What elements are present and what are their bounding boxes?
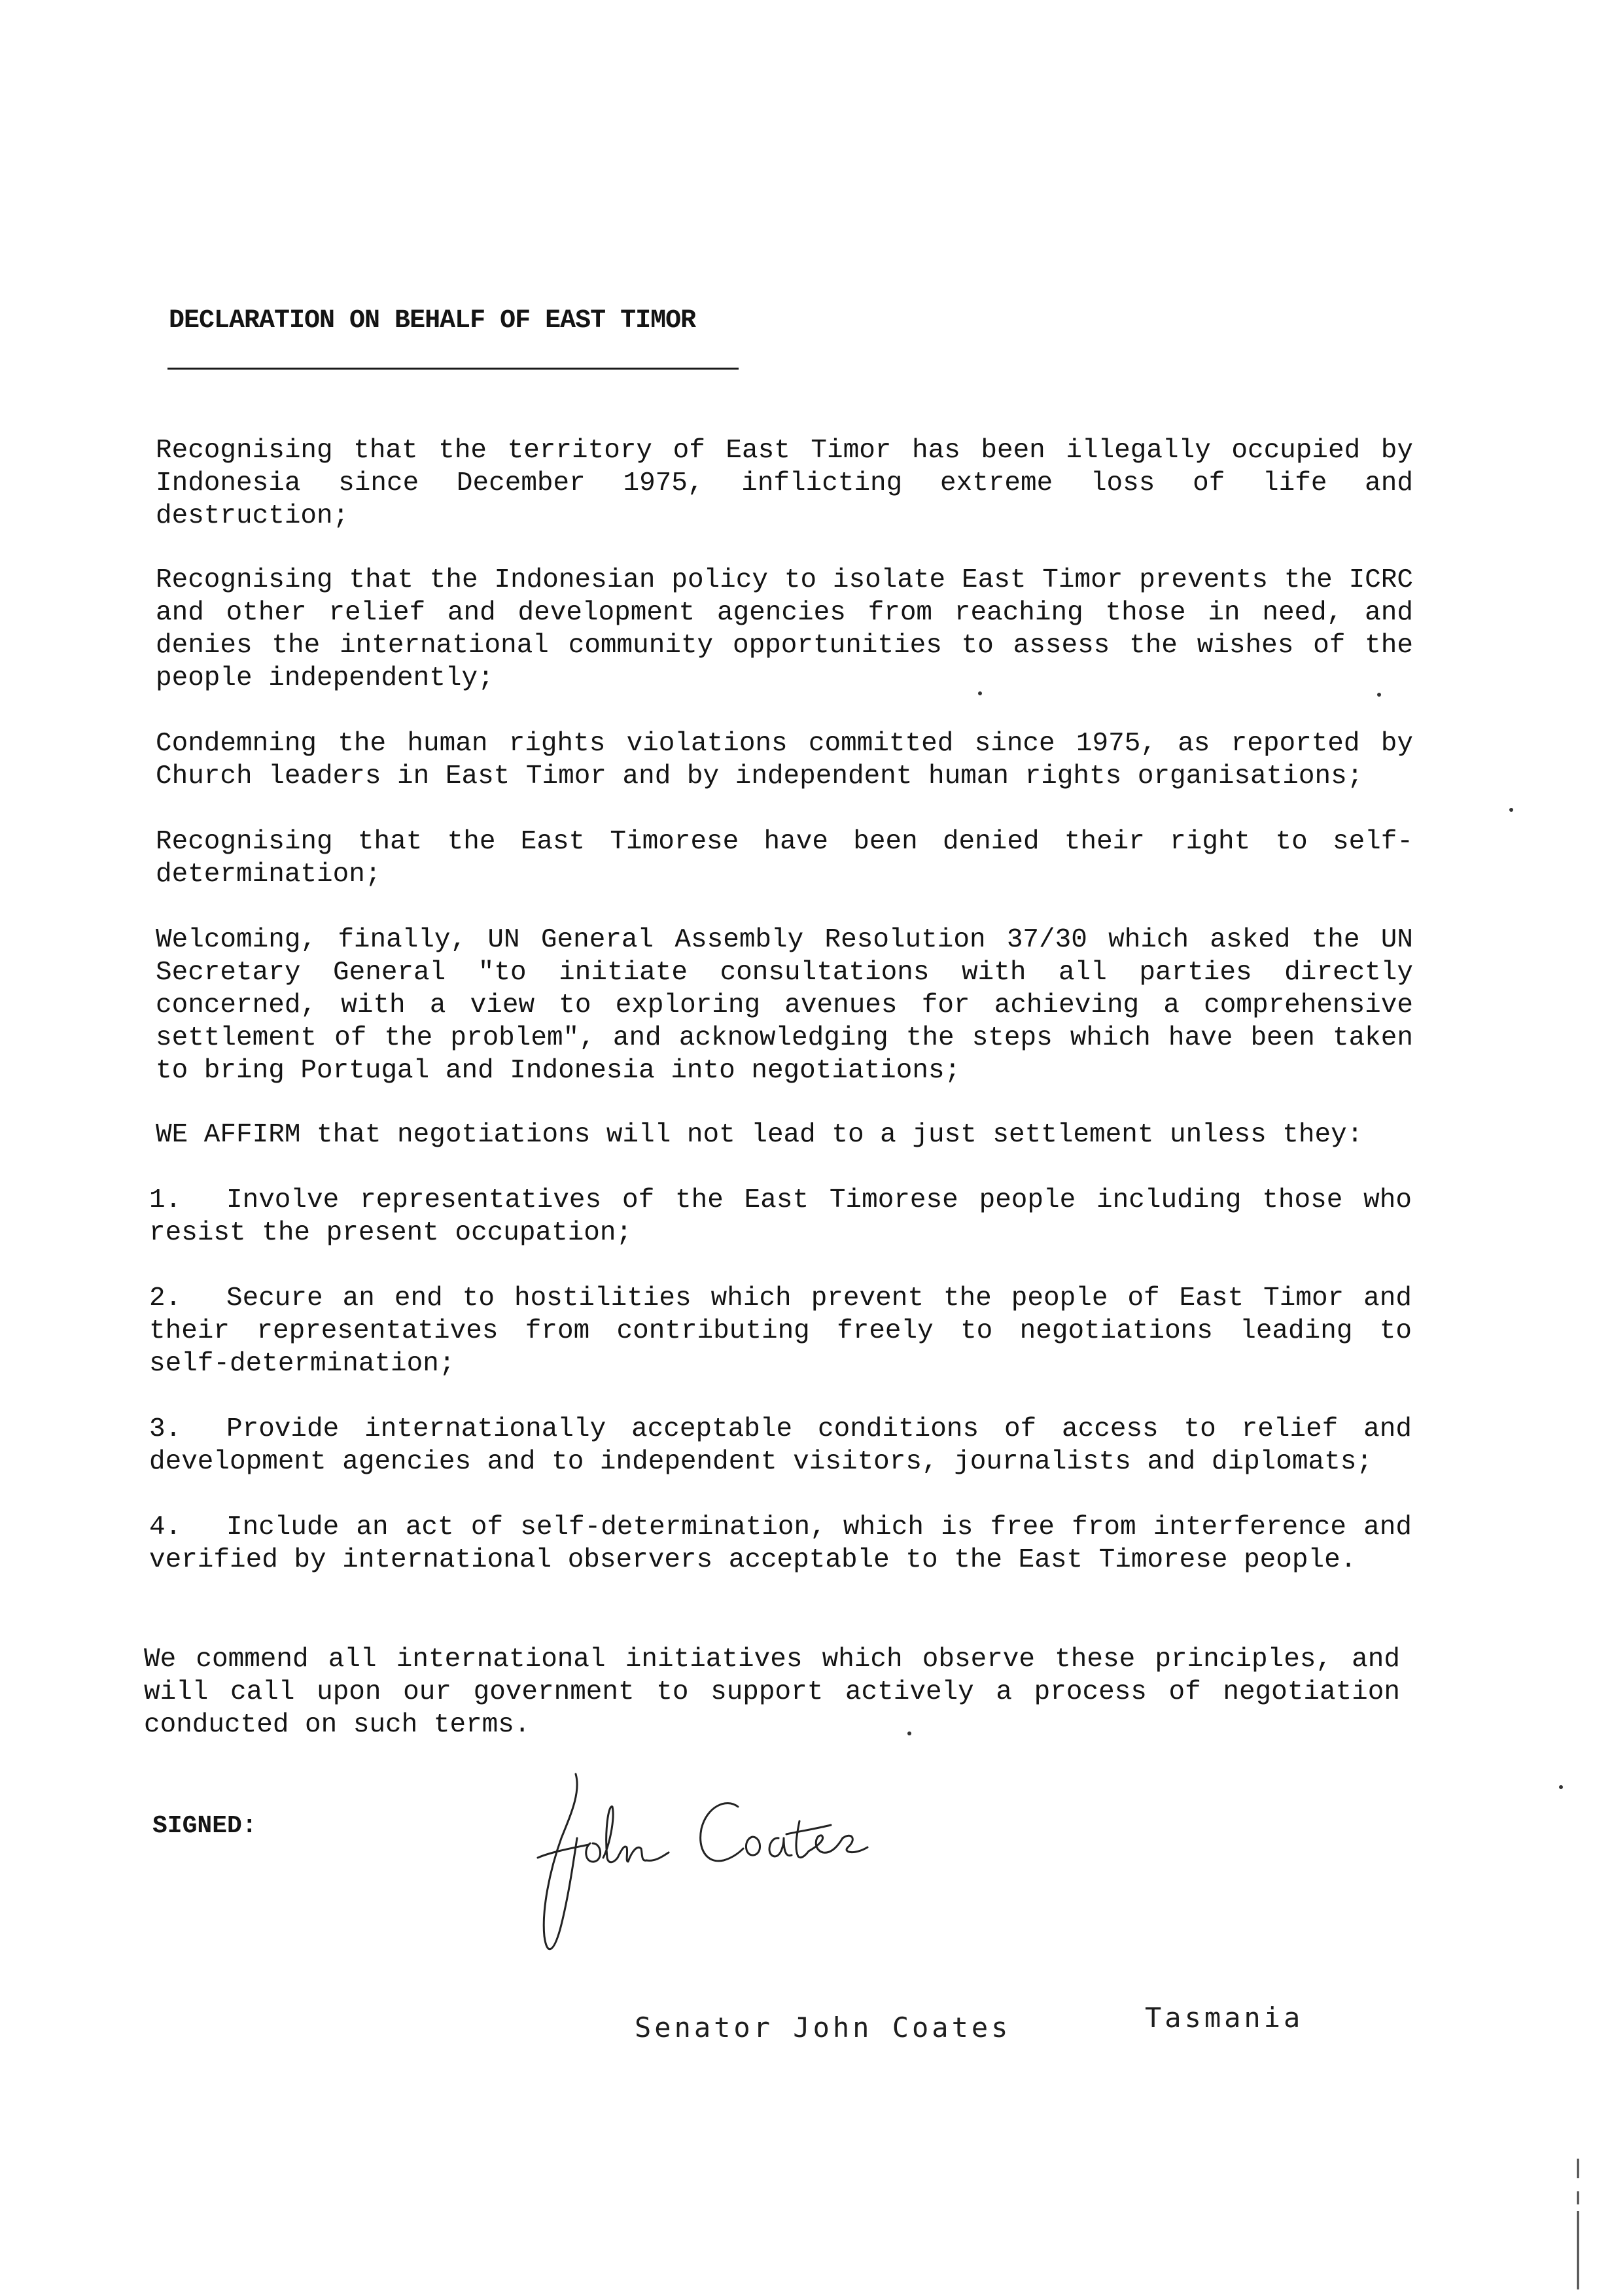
signatory-state: Tasmania	[1145, 2002, 1304, 2034]
paragraph-recognising-occupation: Recognising that the territory of East Timor has been illegally occupied by Indonesia since December 1975, inflicting extreme loss of life and destruction;	[156, 436, 1413, 531]
list-item-4	[149, 1511, 1412, 1576]
paragraph-recognising-self-determination: Recognising that the East Timorese have been denied their right to self-determination;	[156, 827, 1413, 890]
signed-label: SIGNED:	[152, 1812, 257, 1840]
list-item-number: 3.	[149, 1414, 182, 1444]
document-title: DECLARATION ON BEHALF OF EAST TIMOR	[169, 306, 696, 336]
list-item-1	[149, 1184, 1412, 1249]
list-item-text: Involve representatives of the East Timorese people including those who resist the present occupation;	[149, 1185, 1412, 1248]
list-item-text: Provide internationally acceptable conditions of access to relief and development agencies and to independent visitors, journalists and diplomats;	[149, 1414, 1412, 1477]
list-item-3	[149, 1413, 1412, 1478]
handwritten-signature	[530, 1766, 955, 1989]
paragraph-recognising-isolation: Recognising that the Indonesian policy to isolate East Timor prevents the ICRC and other relief and development agencies from reaching those in need, and denies the international community opportunities to assess the wishes of the people independently;	[156, 565, 1413, 693]
paragraph-condemning-violations: Condemning the human rights violations committed since 1975, as reported by Church leaders in East Timor and by independent human rights organisations;	[156, 729, 1413, 791]
paragraph-we-affirm: WE AFFIRM that negotiations will not lead to a just settlement unless they:	[156, 1120, 1363, 1150]
list-item-number: 2.	[149, 1283, 182, 1313]
list-item-text: Include an act of self-determination, which is free from interference and verified by international observers acceptable to the East Timorese people.	[149, 1512, 1412, 1575]
paragraph-closing: We commend all international initiatives which observe these principles, and will call upon our government to support actively a process of negotiation conducted on such terms.	[144, 1644, 1400, 1740]
signatory-name: Senator John Coates	[635, 2011, 1011, 2044]
list-item-number: 4.	[149, 1512, 182, 1542]
paragraph-welcoming-resolution: Welcoming, finally, UN General Assembly Resolution 37/30 which asked the UN Secretary General "to initiate consultations with all parties directly concerned, with a view to exploring avenues for achieving a comprehensive settlement of the problem", and acknowledging the steps which have been taken to bring Portugal and Indonesia into negotiations;	[156, 925, 1413, 1086]
title-underline	[167, 368, 739, 370]
list-item-number: 1.	[149, 1185, 182, 1215]
list-item-2	[149, 1282, 1412, 1380]
list-item-text: Secure an end to hostilities which prevent the people of East Timor and their representatives from contributing freely to negotiations leading to self-determination;	[149, 1283, 1412, 1379]
